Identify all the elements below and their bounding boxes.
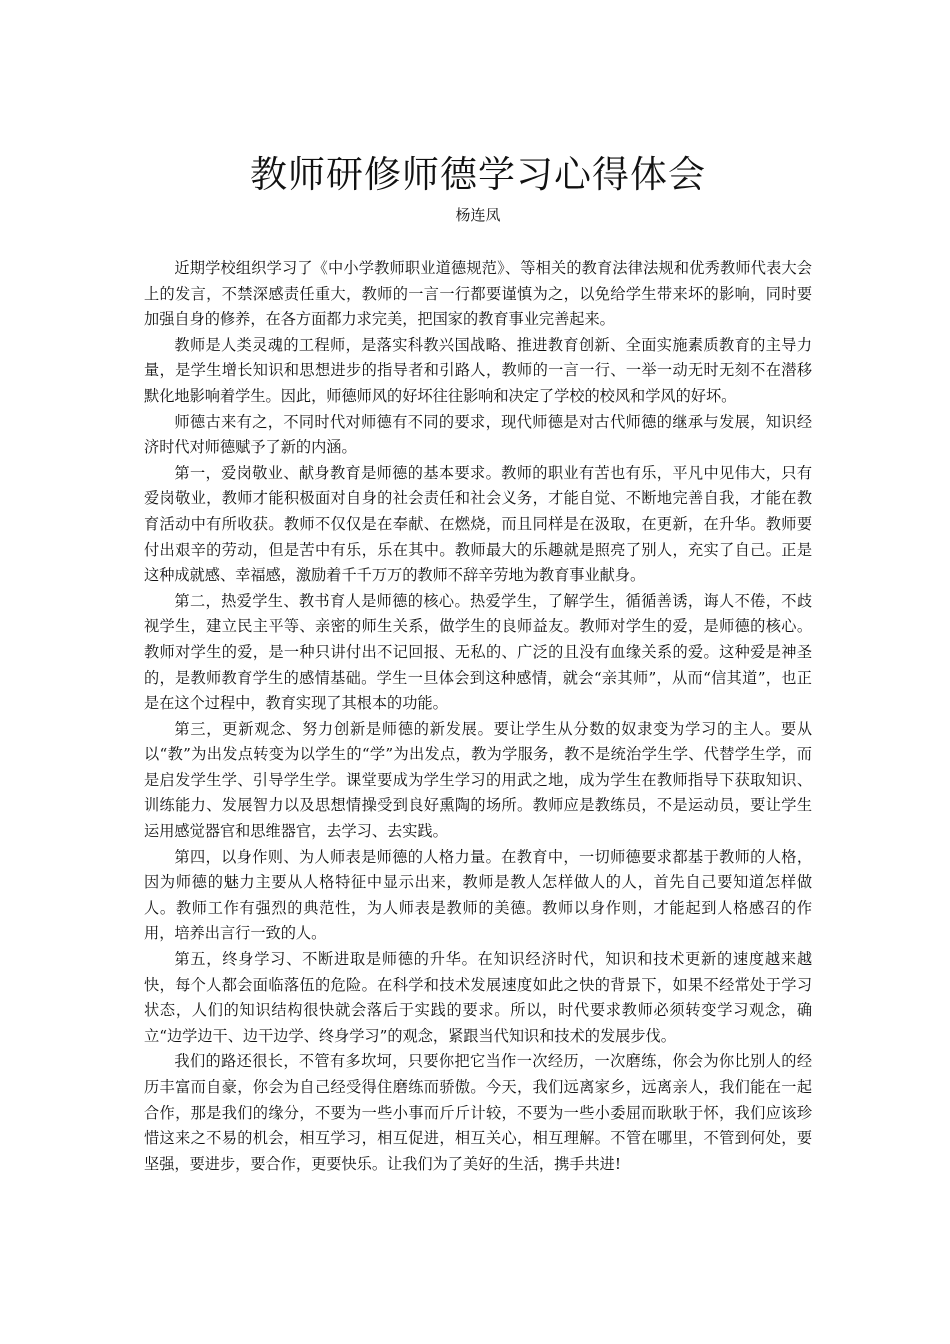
paragraph: 教师是人类灵魂的工程师，是落实科教兴国战略、推进教育创新、全面实施素质教育的主导力量，是学生增长知识和思想进步的指导者和引路人，教师的一言一行、一举一动无时无刻不在潜移默化地影响着学生。因此，师德师风的好坏往往影响和决定了学校的校风和学风的好坏。 bbox=[144, 335, 812, 405]
document-author: 杨连凤 bbox=[455, 206, 501, 224]
paragraph: 第五，终身学习、不断进取是师德的升华。在知识经济时代，知识和技术更新的速度越来越快，每个人都会面临落伍的危险。在科学和技术发展速度如此之快的背景下，如果不经常处于学习状态，人们的知识结构很快就会落后于实践的要求。所以，时代要求教师必须转变学习观念，确立“边学边干、边干边学、终身学习”的观念，紧跟当代知识和技术的发展步伐。 bbox=[144, 950, 812, 1045]
paragraph: 第二，热爱学生、教书育人是师德的核心。热爱学生，了解学生，循循善诱，诲人不倦，不歧视学生，建立民主平等、亲密的师生关系，做学生的良师益友。教师对学生的爱，是师德的核心。教师对学生的爱，是一种只讲付出不记回报、无私的、广泛的且没有血缘关系的爱。这种爱是神圣的，是教师教育学生的感情基础。学生一旦体会到这种感情，就会“亲其师”，从而“信其道”，也正是在这个过程中，教育实现了其根本的功能。 bbox=[144, 591, 812, 713]
paragraph: 第一，爱岗敬业、献身教育是师德的基本要求。教师的职业有苦也有乐，平凡中见伟大，只有爱岗敬业，教师才能积极面对自身的社会责任和社会义务，才能自觉、不断地完善自我，才能在教育活动中有所收获。教师不仅仅是在奉献、在燃烧，而且同样是在汲取，在更新，在升华。教师要付出艰辛的劳动，但是苦中有乐，乐在其中。教师最大的乐趣就是照亮了别人，充实了自己。正是这种成就感、幸福感，激励着千千万万的教师不辞辛劳地为教育事业献身。 bbox=[144, 463, 812, 585]
paragraph: 近期学校组织学习了《中小学教师职业道德规范》、等相关的教育法律法规和优秀教师代表大会上的发言，不禁深感责任重大，教师的一言一行都要谨慎为之，以免给学生带来坏的影响，同时要加强自身的修养，在各方面都力求完美，把国家的教育事业完善起来。 bbox=[144, 259, 812, 329]
document-page bbox=[144, 150, 812, 1177]
paragraph: 师德古来有之，不同时代对师德有不同的要求，现代师德是对古代师德的继承与发展，知识经济时代对师德赋予了新的内涵。 bbox=[144, 412, 812, 457]
paragraph: 第四，以身作则、为人师表是师德的人格力量。在教育中，一切师德要求都基于教师的人格，因为师德的魅力主要从人格特征中显示出来，教师是教人怎样做人的人，首先自己要知道怎样做人。教师工作有强烈的典范性，为人师表是教师的美德。教师以身作则，才能起到人格感召的作用，培养出言行一致的人。 bbox=[144, 847, 812, 943]
document-body bbox=[144, 256, 812, 1177]
document-title: 教师研修师德学习心得体会 bbox=[250, 153, 706, 196]
paragraph: 我们的路还很长，不管有多坎坷，只要你把它当作一次经历，一次磨练，你会为你比别人的经历丰富而自豪，你会为自己经受得住磨练而骄傲。今天，我们远离家乡，远离亲人，我们能在一起合作，那是我们的缘分，不要为一些小事而斤斤计较，不要为一些小委屈而耿耿于怀，我们应该珍惜这来之不易的机会，相互学习，相互促进，相互关心，相互理解。不管在哪里，不管到何处，要坚强，要进步，要合作，更要快乐。让我们为了美好的生活，携手共进! bbox=[144, 1052, 812, 1173]
paragraph: 第三，更新观念、努力创新是师德的新发展。要让学生从分数的奴隶变为学习的主人。要从以“教”为出发点转变为以学生的“学”为出发点，教为学服务，教不是统治学生学、代替学生学，而是启发学生学、引导学生学。课堂要成为学生学习的用武之地，成为学生在教师指导下获取知识、训练能力、发展智力以及思想情操受到良好熏陶的场所。教师应是教练员，不是运动员，要让学生运用感觉器官和思维器官，去学习、去实践。 bbox=[144, 719, 812, 841]
